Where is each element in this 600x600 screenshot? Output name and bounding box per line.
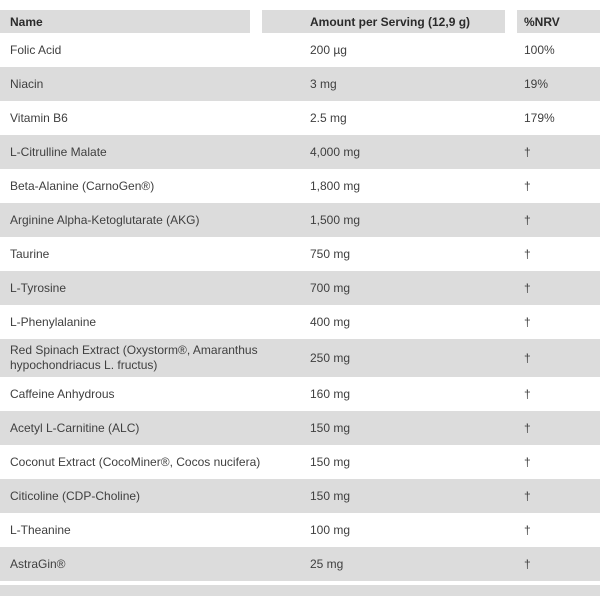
table-row: [0, 305, 600, 339]
ingredient-name: Taurine: [10, 246, 50, 261]
amount-value: 700 mg: [310, 281, 351, 295]
header-cell-gap: [505, 10, 517, 33]
table-row: [0, 411, 600, 445]
nrv-value: 179%: [524, 111, 555, 125]
table-row: [0, 203, 600, 237]
ingredient-name: Red Spinach Extract (Oxystorm®, Amaranthus hypochondriacus L. fructus): [10, 343, 258, 372]
amount-value: 200 µg: [310, 43, 347, 57]
table-row: [0, 33, 600, 67]
ingredient-name: Citicoline (CDP-Choline): [10, 488, 141, 503]
table-row: [0, 135, 600, 169]
ingredient-name: L-Tyrosine: [10, 280, 67, 295]
nrv-value: †: [524, 145, 531, 159]
amount-value: 400 mg: [310, 315, 351, 329]
nrv-value: †: [524, 523, 531, 537]
amount-value: 150 mg: [310, 455, 351, 469]
table-body: [0, 33, 600, 581]
nrv-value: †: [524, 213, 531, 227]
amount-value: 750 mg: [310, 247, 351, 261]
ingredient-name: Vitamin B6: [10, 110, 68, 125]
amount-value: 1,800 mg: [310, 179, 361, 193]
table-row: [0, 377, 600, 411]
amount-value: 150 mg: [310, 489, 351, 503]
ingredient-name: Coconut Extract (CocoMiner®, Cocos nucifera): [10, 454, 261, 469]
nrv-value: 19%: [524, 77, 549, 91]
ingredient-name: Beta-Alanine (CarnoGen®): [10, 178, 155, 193]
ingredient-name: L-Citrulline Malate: [10, 144, 107, 159]
table-header-row: [0, 10, 600, 33]
amount-value: 2.5 mg: [310, 111, 347, 125]
nrv-value: †: [524, 351, 531, 365]
nrv-value: 100%: [524, 43, 555, 57]
amount-value: 150 mg: [310, 421, 351, 435]
table-row: [0, 169, 600, 203]
column-header-name: Name: [0, 10, 250, 33]
amount-value: 1,500 mg: [310, 213, 361, 227]
ingredient-name: Caffeine Anhydrous: [10, 386, 115, 401]
table-row: [0, 237, 600, 271]
nrv-value: †: [524, 557, 531, 571]
nrv-value: †: [524, 281, 531, 295]
nrv-value: †: [524, 421, 531, 435]
ingredient-name: L-Theanine: [10, 522, 71, 537]
table-row: [0, 101, 600, 135]
table-row: [0, 67, 600, 101]
amount-value: 160 mg: [310, 387, 351, 401]
table-row-cutoff: [0, 585, 600, 596]
table-row: [0, 547, 600, 581]
amount-value: 4,000 mg: [310, 145, 361, 159]
table-row: [0, 479, 600, 513]
amount-value: 3 mg: [310, 77, 337, 91]
ingredient-name: Niacin: [10, 76, 44, 91]
table-row: [0, 339, 600, 377]
nrv-value: †: [524, 315, 531, 329]
nrv-value: †: [524, 247, 531, 261]
nrv-value: †: [524, 387, 531, 401]
nrv-value: †: [524, 179, 531, 193]
amount-value: 100 mg: [310, 523, 351, 537]
column-header-amount-per-serving: Amount per Serving (12,9 g): [262, 10, 505, 33]
amount-value: 250 mg: [310, 351, 351, 365]
nrv-value: †: [524, 455, 531, 469]
table-row: [0, 271, 600, 305]
header-cell-gap: [250, 10, 262, 33]
column-header-nrv: %NRV: [517, 10, 600, 33]
nrv-value: †: [524, 489, 531, 503]
ingredient-name: Folic Acid: [10, 42, 62, 57]
ingredient-name: Acetyl L-Carnitine (ALC): [10, 420, 140, 435]
table-row: [0, 445, 600, 479]
amount-value: 25 mg: [310, 557, 344, 571]
ingredient-name: Arginine Alpha-Ketoglutarate (AKG): [10, 212, 200, 227]
ingredient-name: L-Phenylalanine: [10, 314, 97, 329]
ingredient-name: AstraGin®: [10, 556, 66, 571]
table-row: [0, 513, 600, 547]
